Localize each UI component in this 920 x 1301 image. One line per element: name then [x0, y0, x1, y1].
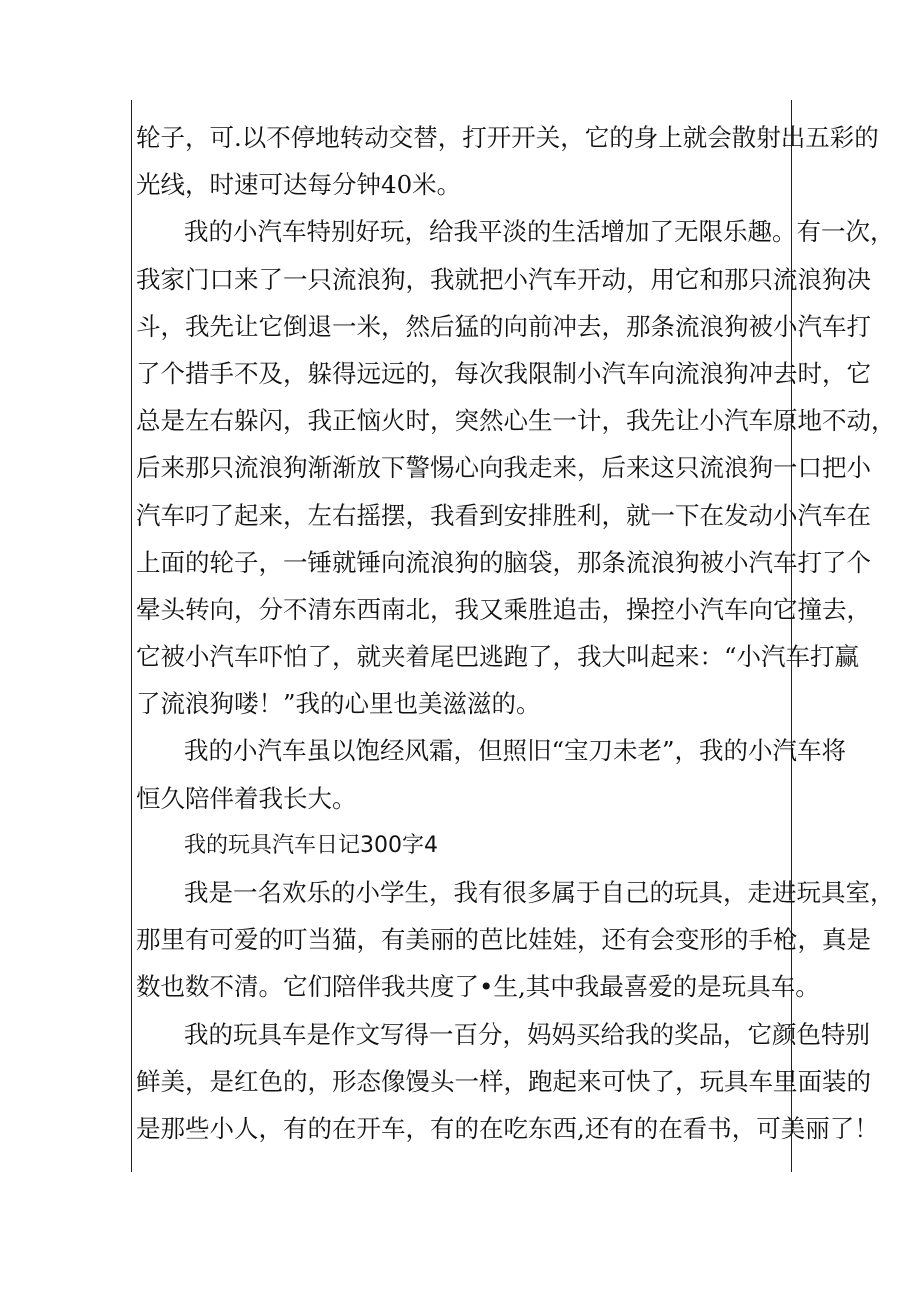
text-line: 是那些小人，有的在开车，有的在吃东西,还有的在看书，可美丽了！	[136, 1113, 879, 1143]
text-line: 后来那只流浪狗渐渐放下警惕心向我走来，后来这只流浪狗一口把小	[136, 453, 871, 483]
text-line: 斗，我先让它倒退一米，然后猛的向前冲去，那条流浪狗被小汽车打	[136, 311, 871, 341]
text-line: 鲜美，是红色的，形态像馒头一样，跑起来可快了，玩具车里面装的	[136, 1066, 871, 1096]
text-line: 数也数不清。它们陪伴我共度了•生,其中我最喜爱的是玩具车。	[136, 972, 820, 1002]
text-line: 我的小汽车特别好玩，给我平淡的生活增加了无限乐趣。有一次，	[184, 217, 895, 247]
text-line: 它被小汽车吓怕了，就夹着尾巴逃跑了，我大叫起来：“小汽车打赢	[136, 642, 860, 672]
text-line: 光线，时速可达每分钟40米。	[136, 170, 462, 200]
text-line: 上面的轮子，一锤就锤向流浪狗的脑袋，那条流浪狗被小汽车打了个	[136, 547, 871, 577]
section-heading: 我的玩具汽车日记300字4	[184, 832, 438, 858]
text-line: 汽车叼了起来，左右摇摆，我看到安排胜利，就一下在发动小汽车在	[136, 500, 871, 530]
text-line: 了流浪狗喽！”我的心里也美滋滋的。	[136, 689, 541, 719]
text-line: 我是一名欢乐的小学生，我有很多属于自己的玩具，走进玩具室，	[184, 878, 895, 907]
text-line: 总是左右躲闪，我正恼火时，突然心生一计，我先让小汽车原地不动，	[136, 406, 896, 436]
text-line: 我的玩具车是作文写得一百分，妈妈买给我的奖品，它颜色特别	[184, 1019, 870, 1049]
text-line: 晕头转向，分不清东西南北，我又乘胜追击，操控小汽车向它撞去，	[136, 594, 871, 624]
paragraph-block-toy-car	[136, 869, 895, 1152]
text-line: 恒久陪伴着我长大。	[136, 783, 357, 813]
text-line: 轮子，可.以不停地转动交替，打开开关，它的身上就会散射出五彩的	[136, 123, 879, 152]
text-line: 了个措手不及，躲得远远的，每次我限制小汽车向流浪狗冲去时，它	[136, 358, 871, 388]
document-body	[136, 114, 896, 1152]
paragraph-block-story	[136, 114, 896, 822]
text-line: 那里有可爱的叮当猫，有美丽的芭比娃娃，还有会变形的手枪，真是	[136, 925, 871, 955]
text-line: 我的小汽车虽以饱经风霜，但照旧“宝刀未老”，我的小汽车将	[184, 736, 847, 766]
text-line: 我家门口来了一只流浪狗，我就把小汽车开动，用它和那只流浪狗决	[136, 264, 871, 294]
